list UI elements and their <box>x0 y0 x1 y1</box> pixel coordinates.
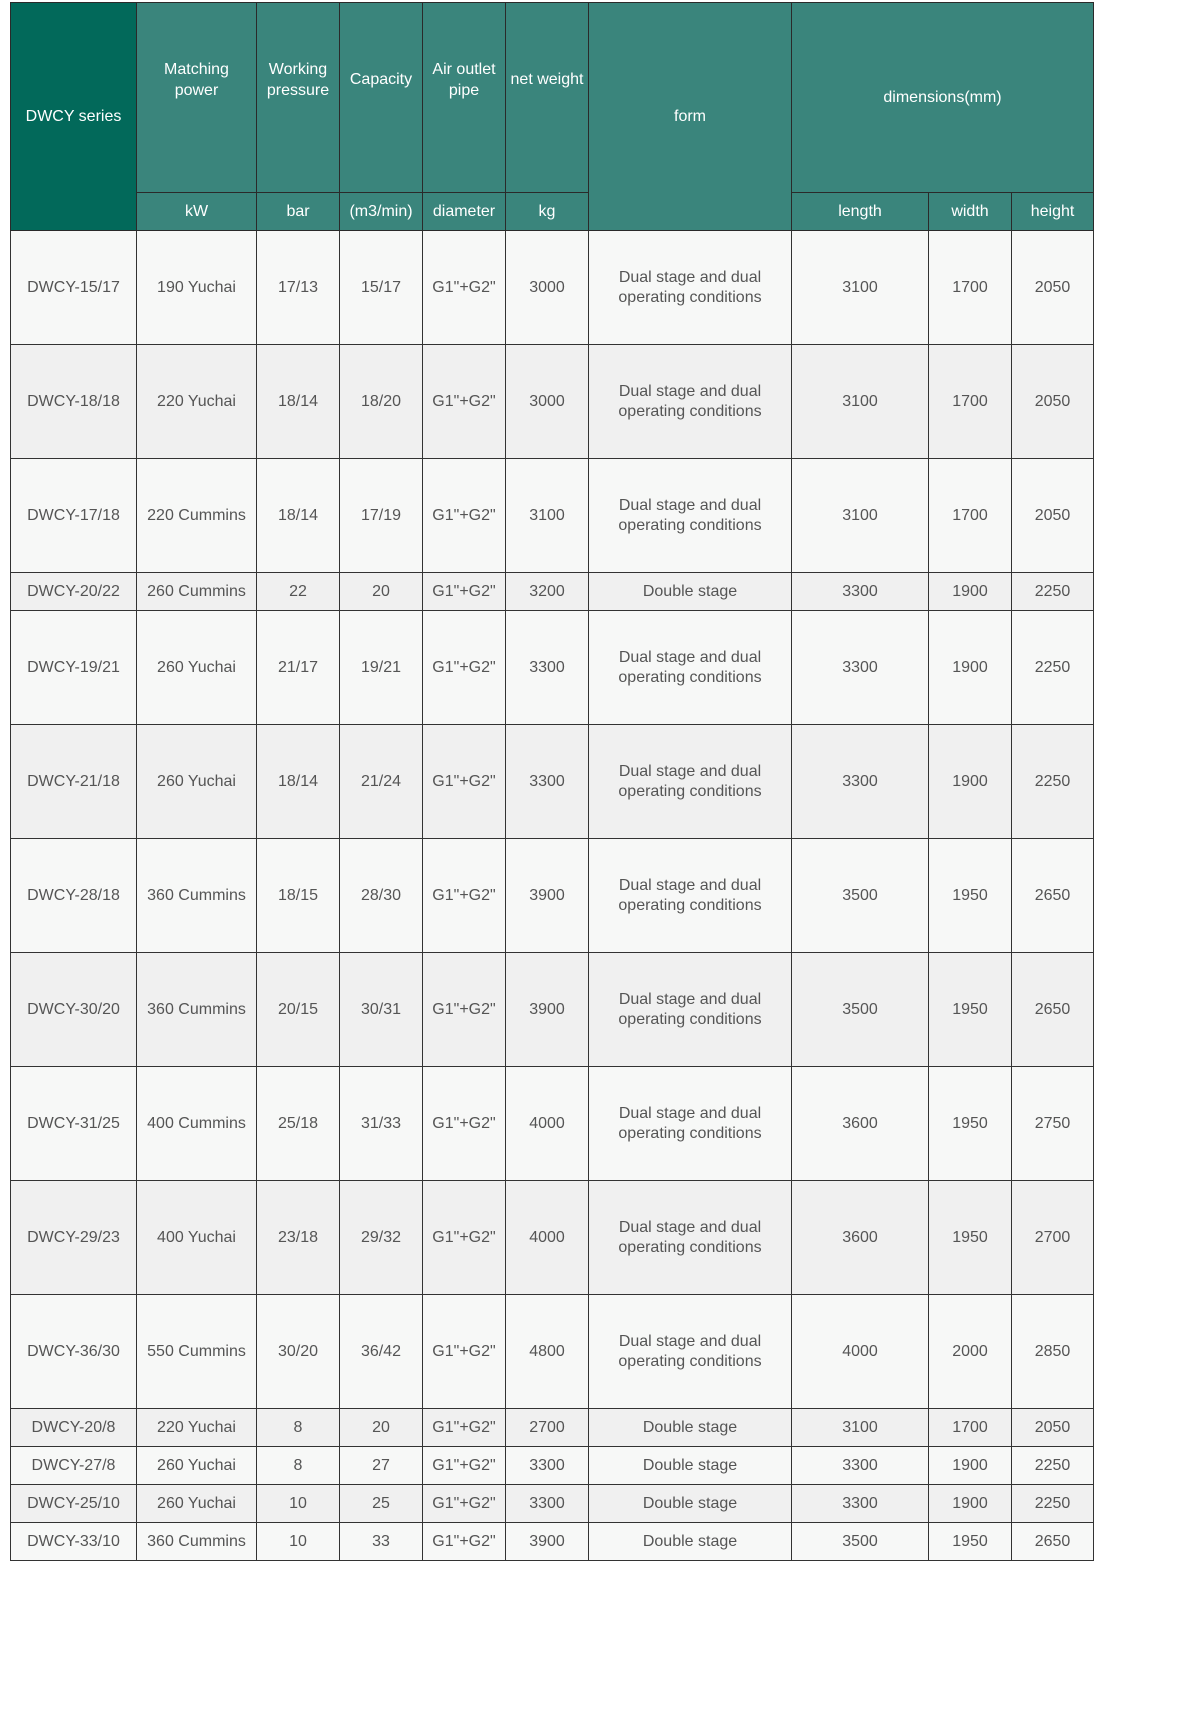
header-form <box>589 3 792 231</box>
header-dimensions-label: dimensions(mm) <box>883 89 1002 106</box>
cell-model: DWCY-20/22 <box>11 573 137 611</box>
cell-weight: 3000 <box>506 345 589 459</box>
cell-weight: 3300 <box>506 611 589 725</box>
cell-form <box>589 1067 792 1181</box>
cell-weight: 3200 <box>506 573 589 611</box>
spec-table-container <box>10 2 1093 1561</box>
cell-form-text: Dual stage and dual operating conditions <box>618 268 762 306</box>
cell-form <box>589 725 792 839</box>
cell-length: 3500 <box>792 953 929 1067</box>
cell-form-text: Double stage <box>642 1494 738 1512</box>
cell-capacity: 33 <box>340 1523 423 1561</box>
cell-pressure: 17/13 <box>257 231 340 345</box>
cell-width: 1700 <box>929 459 1012 573</box>
header-working-pressure <box>257 3 340 193</box>
cell-capacity: 36/42 <box>340 1295 423 1409</box>
cell-capacity: 25 <box>340 1485 423 1523</box>
cell-height: 2050 <box>1012 345 1094 459</box>
cell-weight: 3100 <box>506 459 589 573</box>
cell-form-text: Dual stage and dual operating conditions <box>618 876 762 914</box>
cell-pressure: 10 <box>257 1485 340 1523</box>
unit-width: width <box>929 193 1012 231</box>
cell-width: 1900 <box>929 725 1012 839</box>
cell-capacity: 21/24 <box>340 725 423 839</box>
cell-width: 1700 <box>929 345 1012 459</box>
cell-weight: 3300 <box>506 725 589 839</box>
cell-model: DWCY-30/20 <box>11 953 137 1067</box>
cell-form <box>589 231 792 345</box>
cell-form-text: Dual stage and dual operating conditions <box>618 648 762 686</box>
cell-length: 3100 <box>792 1409 929 1447</box>
header-air-outlet <box>423 3 506 193</box>
cell-model: DWCY-18/18 <box>11 345 137 459</box>
cell-outlet: G1"+G2" <box>423 1409 506 1447</box>
cell-form <box>589 611 792 725</box>
cell-pressure: 8 <box>257 1409 340 1447</box>
header-matching-power-label: Matching power <box>164 60 229 99</box>
cell-length: 3300 <box>792 611 929 725</box>
cell-model: DWCY-33/10 <box>11 1523 137 1561</box>
cell-outlet: G1"+G2" <box>423 611 506 725</box>
cell-form-text: Dual stage and dual operating conditions <box>618 496 762 534</box>
table-row <box>11 953 1094 1067</box>
header-air-outlet-label: Air outlet pipe <box>432 60 496 99</box>
cell-capacity: 20 <box>340 1409 423 1447</box>
cell-model: DWCY-21/18 <box>11 725 137 839</box>
cell-model: DWCY-20/8 <box>11 1409 137 1447</box>
cell-power: 220 Yuchai <box>137 1409 257 1447</box>
cell-capacity: 30/31 <box>340 953 423 1067</box>
unit-row <box>11 193 1094 231</box>
cell-model: DWCY-19/21 <box>11 611 137 725</box>
header-net-weight-label: net weight <box>510 71 584 88</box>
cell-width: 1700 <box>929 1409 1012 1447</box>
cell-height: 2700 <box>1012 1181 1094 1295</box>
cell-outlet: G1"+G2" <box>423 725 506 839</box>
cell-length: 3300 <box>792 573 929 611</box>
cell-pressure: 21/17 <box>257 611 340 725</box>
spec-table <box>10 2 1094 1561</box>
table-row <box>11 1295 1094 1409</box>
cell-outlet: G1"+G2" <box>423 1181 506 1295</box>
table-row <box>11 345 1094 459</box>
cell-outlet: G1"+G2" <box>423 1447 506 1485</box>
cell-height: 2050 <box>1012 459 1094 573</box>
cell-form-text: Dual stage and dual operating conditions <box>618 1332 762 1370</box>
cell-form-text: Dual stage and dual operating conditions <box>618 1104 762 1142</box>
cell-length: 3100 <box>792 345 929 459</box>
cell-power: 190 Yuchai <box>137 231 257 345</box>
cell-width: 1900 <box>929 1485 1012 1523</box>
cell-model: DWCY-17/18 <box>11 459 137 573</box>
cell-outlet: G1"+G2" <box>423 573 506 611</box>
cell-width: 1950 <box>929 839 1012 953</box>
cell-height: 2650 <box>1012 1523 1094 1561</box>
table-body <box>11 231 1094 1561</box>
cell-capacity: 15/17 <box>340 231 423 345</box>
header-dimensions <box>792 3 1094 193</box>
cell-pressure: 22 <box>257 573 340 611</box>
cell-form-text: Double stage <box>642 1418 738 1436</box>
header-capacity-label: Capacity <box>349 71 413 88</box>
table-row <box>11 1523 1094 1561</box>
cell-outlet: G1"+G2" <box>423 1295 506 1409</box>
cell-width: 1700 <box>929 231 1012 345</box>
cell-outlet: G1"+G2" <box>423 459 506 573</box>
cell-power: 360 Cummins <box>137 839 257 953</box>
cell-model: DWCY-31/25 <box>11 1067 137 1181</box>
cell-model: DWCY-29/23 <box>11 1181 137 1295</box>
cell-power: 220 Yuchai <box>137 345 257 459</box>
cell-length: 3300 <box>792 1485 929 1523</box>
table-row <box>11 839 1094 953</box>
table-row <box>11 573 1094 611</box>
cell-length: 3600 <box>792 1067 929 1181</box>
cell-outlet: G1"+G2" <box>423 953 506 1067</box>
cell-pressure: 18/14 <box>257 725 340 839</box>
header-form-label: form <box>674 108 706 125</box>
table-row <box>11 1447 1094 1485</box>
cell-length: 4000 <box>792 1295 929 1409</box>
cell-outlet: G1"+G2" <box>423 1523 506 1561</box>
cell-power: 260 Yuchai <box>137 611 257 725</box>
cell-width: 1900 <box>929 611 1012 725</box>
cell-outlet: G1"+G2" <box>423 839 506 953</box>
cell-height: 2250 <box>1012 573 1094 611</box>
cell-weight: 4800 <box>506 1295 589 1409</box>
cell-form-text: Double stage <box>642 1532 738 1550</box>
table-row <box>11 725 1094 839</box>
unit-capacity: (m3/min) <box>340 193 423 231</box>
cell-outlet: G1"+G2" <box>423 1067 506 1181</box>
cell-form <box>589 1485 792 1523</box>
unit-working-pressure: bar <box>257 193 340 231</box>
unit-height: height <box>1012 193 1094 231</box>
cell-capacity: 31/33 <box>340 1067 423 1181</box>
cell-power: 260 Yuchai <box>137 1485 257 1523</box>
cell-power: 400 Yuchai <box>137 1181 257 1295</box>
cell-pressure: 18/14 <box>257 345 340 459</box>
unit-net-weight: kg <box>506 193 589 231</box>
cell-weight: 3900 <box>506 953 589 1067</box>
cell-capacity: 20 <box>340 573 423 611</box>
cell-width: 1950 <box>929 1523 1012 1561</box>
cell-height: 2250 <box>1012 611 1094 725</box>
cell-pressure: 30/20 <box>257 1295 340 1409</box>
cell-capacity: 17/19 <box>340 459 423 573</box>
unit-length: length <box>792 193 929 231</box>
cell-model: DWCY-25/10 <box>11 1485 137 1523</box>
cell-outlet: G1"+G2" <box>423 345 506 459</box>
cell-height: 2250 <box>1012 1485 1094 1523</box>
header-matching-power <box>137 3 257 193</box>
cell-power: 400 Cummins <box>137 1067 257 1181</box>
unit-matching-power: kW <box>137 193 257 231</box>
cell-weight: 4000 <box>506 1181 589 1295</box>
cell-form-text: Double stage <box>642 582 738 600</box>
cell-capacity: 27 <box>340 1447 423 1485</box>
cell-weight: 3300 <box>506 1485 589 1523</box>
cell-pressure: 25/18 <box>257 1067 340 1181</box>
cell-length: 3300 <box>792 1447 929 1485</box>
cell-height: 2050 <box>1012 1409 1094 1447</box>
cell-outlet: G1"+G2" <box>423 231 506 345</box>
cell-height: 2650 <box>1012 953 1094 1067</box>
cell-pressure: 8 <box>257 1447 340 1485</box>
cell-form <box>589 345 792 459</box>
cell-form-text: Double stage <box>642 1456 738 1474</box>
cell-form <box>589 1523 792 1561</box>
cell-pressure: 20/15 <box>257 953 340 1067</box>
cell-length: 3500 <box>792 839 929 953</box>
header-net-weight <box>506 3 589 193</box>
cell-length: 3100 <box>792 231 929 345</box>
cell-power: 260 Yuchai <box>137 725 257 839</box>
header-series <box>11 3 137 231</box>
cell-form <box>589 953 792 1067</box>
cell-model: DWCY-27/8 <box>11 1447 137 1485</box>
cell-width: 1900 <box>929 1447 1012 1485</box>
cell-outlet: G1"+G2" <box>423 1485 506 1523</box>
table-row <box>11 611 1094 725</box>
cell-width: 1950 <box>929 1067 1012 1181</box>
unit-air-outlet: diameter <box>423 193 506 231</box>
header-series-label: DWCY series <box>25 108 122 125</box>
cell-power: 260 Yuchai <box>137 1447 257 1485</box>
table-row <box>11 1409 1094 1447</box>
cell-weight: 3300 <box>506 1447 589 1485</box>
cell-form-text: Dual stage and dual operating conditions <box>618 1218 762 1256</box>
cell-pressure: 23/18 <box>257 1181 340 1295</box>
table-row <box>11 1181 1094 1295</box>
cell-form-text: Dual stage and dual operating conditions <box>618 762 762 800</box>
cell-weight: 2700 <box>506 1409 589 1447</box>
header-capacity <box>340 3 423 193</box>
header-working-pressure-label: Working pressure <box>266 60 330 99</box>
cell-height: 2050 <box>1012 231 1094 345</box>
cell-power: 360 Cummins <box>137 953 257 1067</box>
cell-height: 2750 <box>1012 1067 1094 1181</box>
cell-weight: 4000 <box>506 1067 589 1181</box>
table-row <box>11 1067 1094 1181</box>
cell-length: 3600 <box>792 1181 929 1295</box>
cell-length: 3100 <box>792 459 929 573</box>
cell-model: DWCY-15/17 <box>11 231 137 345</box>
cell-pressure: 18/15 <box>257 839 340 953</box>
cell-length: 3500 <box>792 1523 929 1561</box>
cell-height: 2250 <box>1012 1447 1094 1485</box>
cell-power: 550 Cummins <box>137 1295 257 1409</box>
cell-form <box>589 1447 792 1485</box>
cell-model: DWCY-28/18 <box>11 839 137 953</box>
cell-length: 3300 <box>792 725 929 839</box>
cell-form-text: Dual stage and dual operating conditions <box>618 382 762 420</box>
cell-height: 2650 <box>1012 839 1094 953</box>
cell-height: 2850 <box>1012 1295 1094 1409</box>
cell-width: 2000 <box>929 1295 1012 1409</box>
cell-pressure: 10 <box>257 1523 340 1561</box>
cell-capacity: 19/21 <box>340 611 423 725</box>
cell-pressure: 18/14 <box>257 459 340 573</box>
cell-power: 360 Cummins <box>137 1523 257 1561</box>
cell-form <box>589 573 792 611</box>
table-row <box>11 231 1094 345</box>
cell-weight: 3900 <box>506 1523 589 1561</box>
cell-capacity: 29/32 <box>340 1181 423 1295</box>
cell-height: 2250 <box>1012 725 1094 839</box>
cell-weight: 3900 <box>506 839 589 953</box>
cell-width: 1900 <box>929 573 1012 611</box>
cell-capacity: 28/30 <box>340 839 423 953</box>
cell-power: 220 Cummins <box>137 459 257 573</box>
cell-form <box>589 1181 792 1295</box>
cell-power: 260 Cummins <box>137 573 257 611</box>
cell-form <box>589 1295 792 1409</box>
cell-form <box>589 839 792 953</box>
header-row <box>11 3 1094 193</box>
table-row <box>11 459 1094 573</box>
cell-capacity: 18/20 <box>340 345 423 459</box>
cell-form-text: Dual stage and dual operating conditions <box>618 990 762 1028</box>
cell-width: 1950 <box>929 1181 1012 1295</box>
cell-model: DWCY-36/30 <box>11 1295 137 1409</box>
cell-form <box>589 459 792 573</box>
cell-weight: 3000 <box>506 231 589 345</box>
cell-form <box>589 1409 792 1447</box>
table-row <box>11 1485 1094 1523</box>
cell-width: 1950 <box>929 953 1012 1067</box>
